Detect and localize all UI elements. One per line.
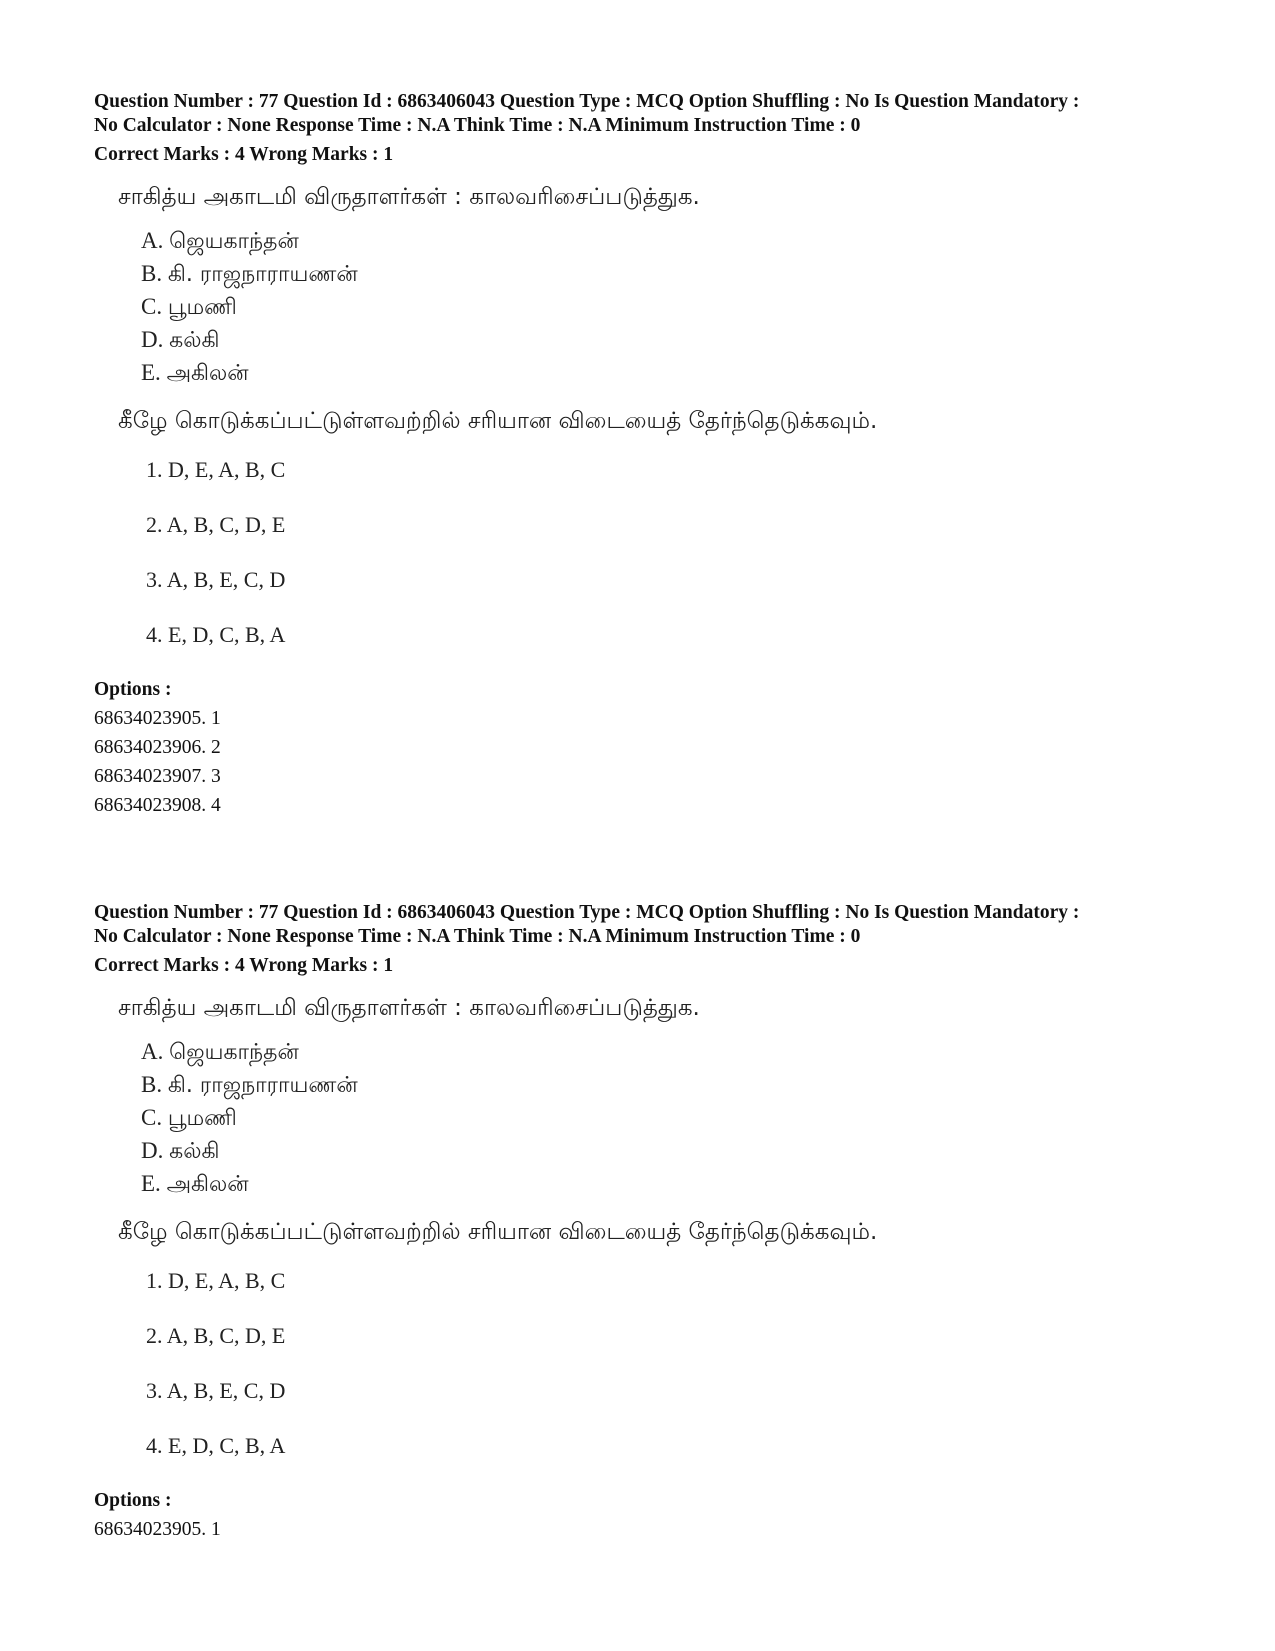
options-label: Options : xyxy=(94,679,172,700)
question-block-2 xyxy=(94,901,1204,1544)
option-id: 68634023905. 1 xyxy=(94,1519,221,1540)
question-meta-line-2: No Calculator : None Response Time : N.A Think Time : N.A Minimum Instruction Time : 0 xyxy=(94,926,861,947)
options-list xyxy=(94,1515,1204,1544)
choice-item: 3. A, B, E, C, D xyxy=(146,1378,286,1403)
list-item: B. கி. ராஜநாராயணன் xyxy=(141,261,358,287)
item-list xyxy=(141,1036,1204,1201)
list-item: A. ஜெயகாந்தன் xyxy=(141,228,299,254)
list-item: C. பூமணி xyxy=(141,1105,237,1131)
option-id: 68634023907. 3 xyxy=(94,766,221,787)
choice-list xyxy=(146,458,1204,678)
marks-line: Correct Marks : 4 Wrong Marks : 1 xyxy=(94,144,394,165)
list-item: D. கல்கி xyxy=(141,1138,220,1164)
question-text: சாகித்ய அகாடமி விருதாளர்கள் : காலவரிசைப்படுத்துக. xyxy=(118,995,700,1021)
choice-item: 3. A, B, E, C, D xyxy=(146,567,286,592)
choice-item: 1. D, E, A, B, C xyxy=(146,1268,286,1293)
list-item: E. அகிலன் xyxy=(141,1171,249,1197)
choice-item: 4. E, D, C, B, A xyxy=(146,1433,286,1458)
options-label: Options : xyxy=(94,1490,172,1511)
choice-item: 2. A, B, C, D, E xyxy=(146,512,286,537)
option-id: 68634023906. 2 xyxy=(94,737,221,758)
choice-list xyxy=(146,1269,1204,1489)
choice-item: 1. D, E, A, B, C xyxy=(146,457,286,482)
list-item: B. கி. ராஜநாராயணன் xyxy=(141,1072,358,1098)
choice-item: 4. E, D, C, B, A xyxy=(146,622,286,647)
list-item: C. பூமணி xyxy=(141,294,237,320)
list-item: A. ஜெயகாந்தன் xyxy=(141,1039,299,1065)
choice-item: 2. A, B, C, D, E xyxy=(146,1323,286,1348)
option-id: 68634023905. 1 xyxy=(94,708,221,729)
question-meta-line-2: No Calculator : None Response Time : N.A Think Time : N.A Minimum Instruction Time : 0 xyxy=(94,115,861,136)
option-id: 68634023908. 4 xyxy=(94,795,221,816)
instruction-text: கீழே கொடுக்கப்பட்டுள்ளவற்றில் சரியான விடையைத் தேர்ந்தெடுக்கவும். xyxy=(118,1219,878,1245)
list-item: E. அகிலன் xyxy=(141,360,249,386)
options-list xyxy=(94,704,1204,820)
item-list xyxy=(141,225,1204,390)
question-meta-line-1: Question Number : 77 Question Id : 6863406043 Question Type : MCQ Option Shuffling : No Is Question Mandatory : xyxy=(94,902,1080,923)
question-meta-line-1: Question Number : 77 Question Id : 6863406043 Question Type : MCQ Option Shuffling : No Is Question Mandatory : xyxy=(94,91,1080,112)
question-block-1 xyxy=(94,90,1204,820)
list-item: D. கல்கி xyxy=(141,327,220,353)
question-text: சாகித்ய அகாடமி விருதாளர்கள் : காலவரிசைப்படுத்துக. xyxy=(118,184,700,210)
marks-line: Correct Marks : 4 Wrong Marks : 1 xyxy=(94,955,394,976)
instruction-text: கீழே கொடுக்கப்பட்டுள்ளவற்றில் சரியான விடையைத் தேர்ந்தெடுக்கவும். xyxy=(118,408,878,434)
